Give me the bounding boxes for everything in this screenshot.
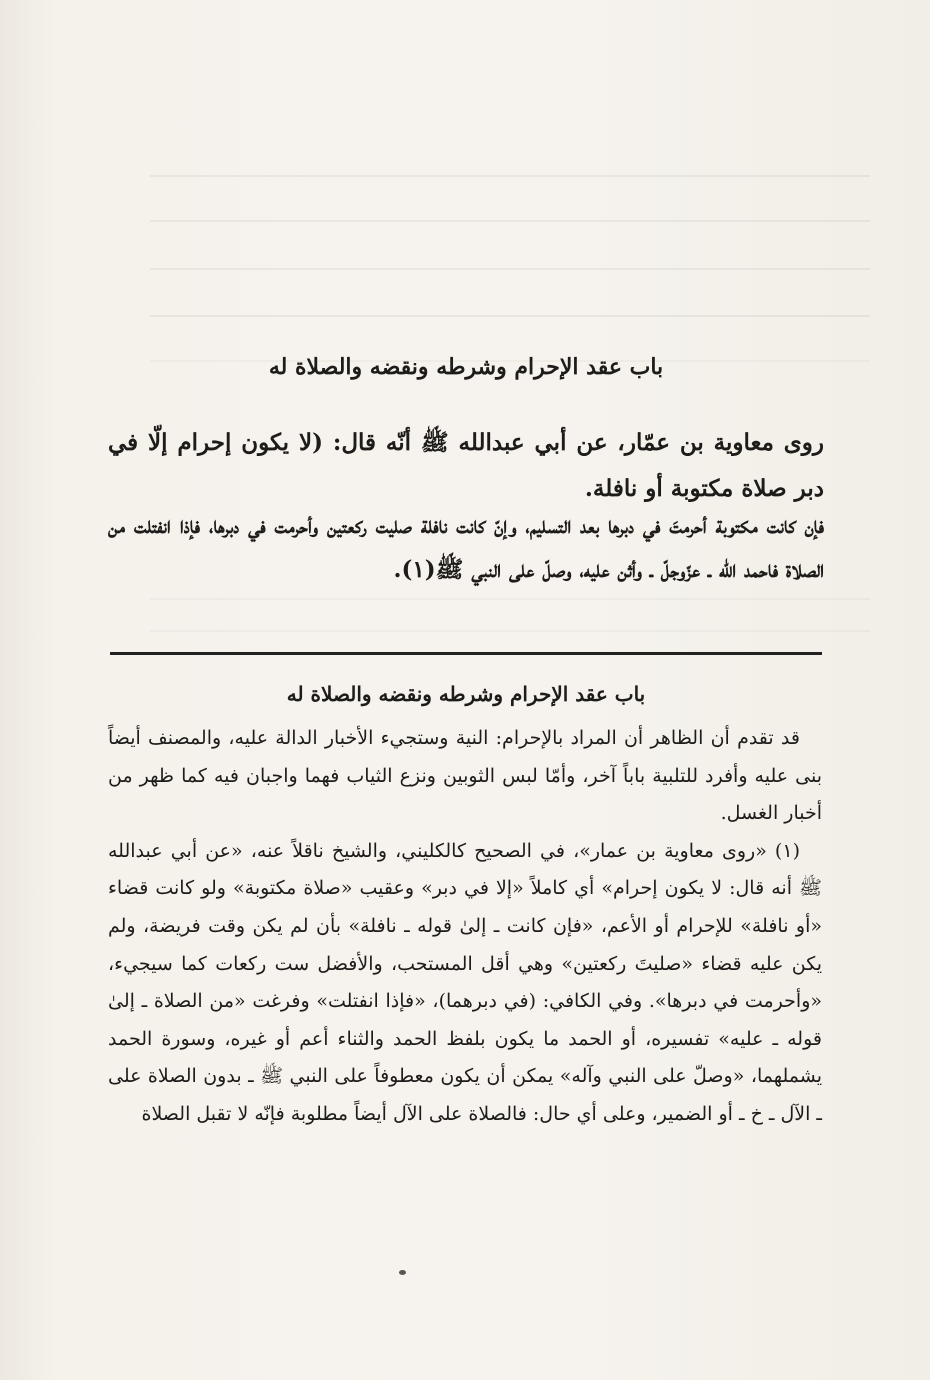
chapter-heading: باب عقد الإحرام وشرطه ونقضه والصلاة له xyxy=(268,354,664,380)
bleed-through-line xyxy=(150,630,870,632)
bleed-through-line xyxy=(150,598,870,600)
commentary-paragraph-2: (١) «روى معاوية بن عمار»، في الصحيح كالكليني، والشيخ ناقلاً عنه، «عن أبي عبدالله ﷺ أنه قال: لا يكون إحرام» أي كاملاً «إلا في دبر» وعقيب «صلاة مكتوبة» ولو كانت قضاء «أو نافلة» للإحرام أو الأعم، «فإن كانت ـ إلىٰ قوله ـ نافلة» بأن لم يكن وقت فريضة، ولم يكن عليه قضاء «صليتَ ركعتين» وهي أقل المستحب، والأفضل ست ركعات كما سيجيء، «وأحرمت في دبرها». وفي الكافي: (في دبرهما)، «فإذا انفتلت» وفرغت «من الصلاة ـ إلىٰ قوله ـ عليه» تفسيره، أو الحمد ما يكون بلفظ الحمد والثناء أعم أو غيره، وسورة الحمد يشملهما، «وصلّ على النبي وآله» يمكن أن يكون معطوفاً على النبي ﷺ ـ بدون الصلاة على ـ الآل ـ خ ـ أو الضمير، وعلى أي حال: فالصلاة على الآل أيضاً مطلوبة فإنّه لا تقبل الصلاة xyxy=(108,839,822,1125)
footnote-divider xyxy=(110,652,822,655)
hadith-paragraph-1: روى معاوية بن عمّار، عن أبي عبدالله ﷺ أنّه قال: (لا يكون إحرام إلّا في دبر صلاة مكتوبة أو نافلة. xyxy=(108,429,824,502)
ink-speck xyxy=(399,1270,406,1275)
bleed-through-line xyxy=(150,268,870,270)
bleed-through-line xyxy=(150,220,870,222)
bleed-through-line xyxy=(150,315,870,317)
commentary-paragraph-1: قد تقدم أن الظاهر أن المراد بالإحرام: النية وستجيء الأخبار الدالة عليه، والمصنف أيضاً بنى عليه وأفرد للتلبية باباً آخر، وأمّا لبس الثوبين ونزع الثياب فهما واجبان فيه كما ظهر من أخبار الغسل. xyxy=(108,727,822,825)
commentary-body xyxy=(108,720,822,1134)
bleed-through-line xyxy=(150,175,870,177)
hadith-paragraph-2: فإن كانت مكتوبة أحرمتَ في دبرها بعد التسليم، وإنّ كانت نافلة صليت ركعتين وأحرمت في دبرها، فإذا انفتلت من الصلاة فاحمد الله ـ عزّوجلّ ـ وأثن عليه، وصلّ على النبي ﷺ(١). xyxy=(108,512,824,583)
commentary-heading: باب عقد الإحرام وشرطه ونقضه والصلاة له xyxy=(286,682,646,706)
